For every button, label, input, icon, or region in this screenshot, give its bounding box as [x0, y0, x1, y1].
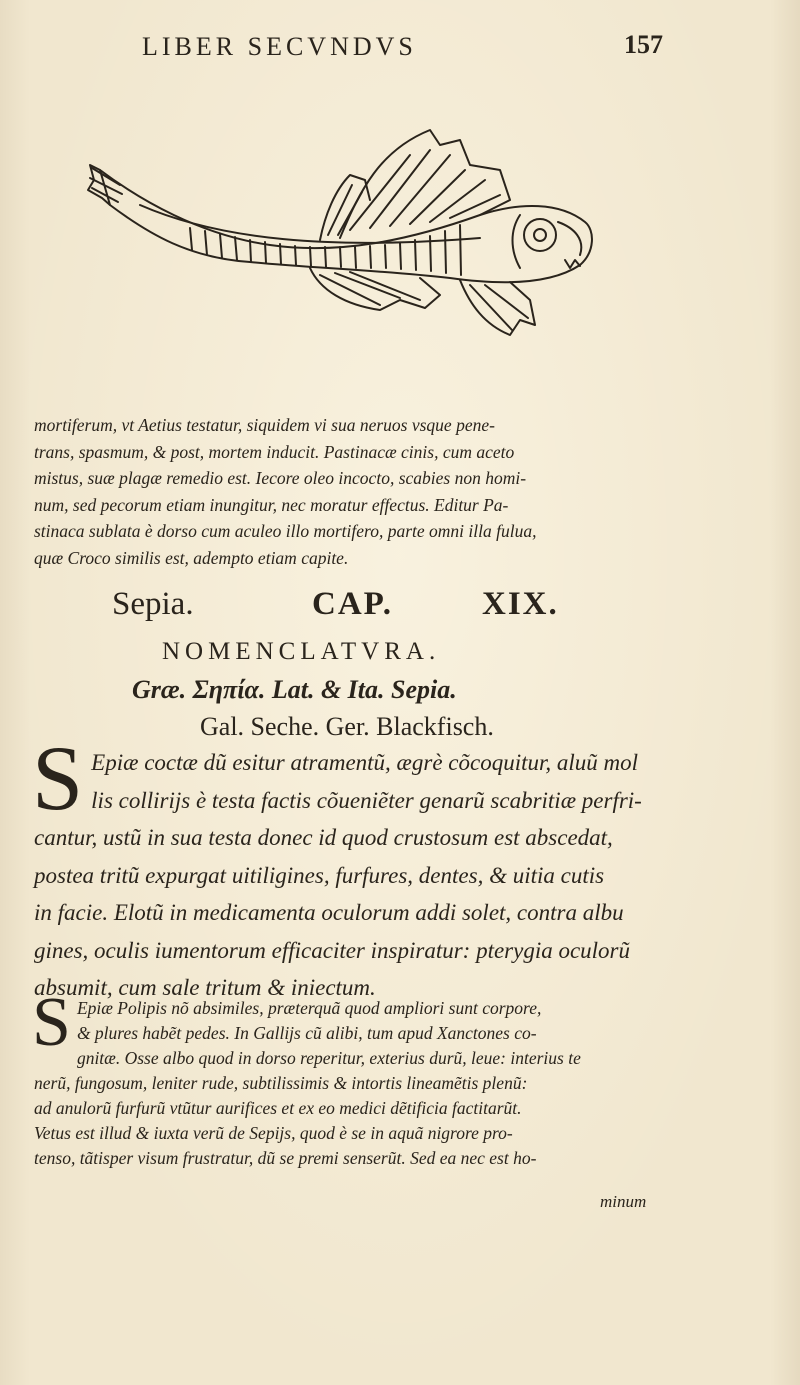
- nomenclature-heading: NOMENCLATVRA.: [162, 638, 441, 665]
- paragraph-pastinaca: [34, 412, 684, 571]
- text-line: & plures habẽt pedes. In Gallijs cũ alibi, tum apud Xanctones co-: [76, 1023, 537, 1043]
- chapter-title: Sepia.: [112, 586, 194, 622]
- text-line: absumit, cum sale tritum & iniectum.: [34, 975, 376, 1000]
- nomenclature-names-line2: Gal. Seche. Ger. Blackfisch.: [200, 712, 494, 741]
- text-line: nerũ, fungosum, leniter rude, subtilissimis & intortis lineamẽtis plenũ:: [34, 1073, 528, 1093]
- text-line: cantur, ustũ in sua testa donec id quod crustosum est abscedat,: [34, 825, 613, 850]
- text-line: Epiæ coctæ dũ esitur atramentũ, ægrè cõcoquitur, aluũ mol: [91, 750, 639, 775]
- nomenclature-names-line1: Græ. Σηπία. Lat. & Ita. Sepia.: [132, 675, 457, 704]
- text-line: gnitæ. Osse albo quod in dorso reperitur, exterius durũ, leue: interius te: [76, 1048, 581, 1068]
- text-line: ad anulorũ furfurũ vtũtur aurifices et ex eo medici dẽtificia factitarũt.: [34, 1098, 522, 1118]
- text-line: lis collirijs è testa factis cõueniẽter genarũ scabritiæ perfri-: [91, 787, 642, 813]
- text-line: num, sed pecorum etiam inungitur, nec moratur effectus. Editur Pa-: [34, 494, 509, 515]
- text-line: Vetus est illud & iuxta verũ de Sepijs, quod è se in aquã nigrore pro-: [34, 1123, 513, 1143]
- chapter-number: XIX.: [482, 586, 559, 622]
- text-line: stinaca sublata è dorso cum aculeo illo mortifero, parte omni illa fulua,: [34, 521, 537, 541]
- catchword: minum: [600, 1192, 647, 1211]
- page-number: 157: [624, 30, 663, 59]
- chapter-heading: [112, 586, 612, 623]
- text-line: in facie. Elotũ in medicamenta oculorum addi solet, contra albu: [34, 900, 624, 925]
- running-title: LIBER SECVNDVS: [142, 32, 417, 61]
- text-line: quæ Croco similis est, adempto etiam capite.: [34, 547, 349, 568]
- text-line: mistus, suæ plagæ remedio est. Iecore oleo incocto, scabies non homi-: [34, 468, 527, 488]
- text-line: mortiferum, vt Aetius testatur, siquidem vi sua neruos vsque pene-: [34, 415, 495, 435]
- chapter-label: CAP.: [312, 586, 394, 622]
- woodcut-fish-illustration: [80, 110, 600, 350]
- dropcap-letter: S: [32, 984, 71, 1061]
- text-line: Epiæ Polipis nõ absimiles, præterquã quod ampliori sunt corpore,: [76, 998, 542, 1018]
- paragraph-sepia-uses: [32, 727, 684, 1007]
- text-line: trans, spasmum, & post, mortem inducit. Pastinacæ cinis, cum aceto: [34, 441, 515, 462]
- text-line: postea tritũ expurgat uitiligines, furfures, dentes, & uitia cutis: [34, 862, 605, 888]
- text-line: gines, oculis iumentorum efficaciter inspiratur: pterygia oculorũ: [34, 937, 631, 963]
- text-line: tenso, tãtisper visum frustratur, dũ se premi senserũt. Sed ea nec est ho-: [34, 1148, 537, 1168]
- dropcap-letter: S: [32, 727, 84, 829]
